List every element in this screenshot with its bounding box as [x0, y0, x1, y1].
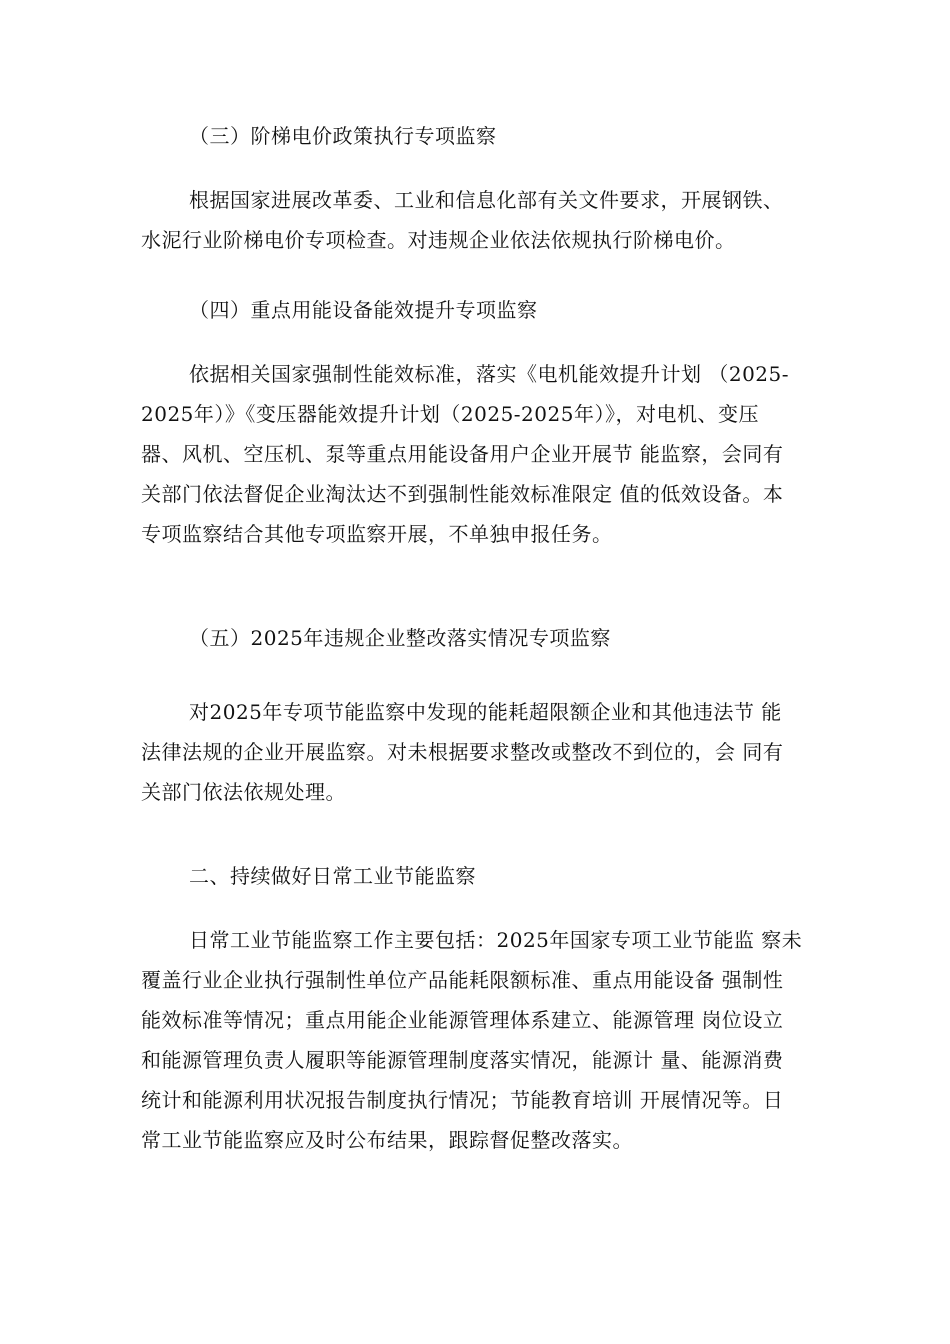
paragraph-line: 器、风机、空压机、泵等重点用能设备用户企业开展节 能监察，会同有: [141, 442, 784, 466]
paragraph-line: 关部门依法督促企业淘汰达不到强制性能效标准限定 值的低效设备。本: [141, 482, 784, 506]
section-heading: （四）重点用能设备能效提升专项监察: [189, 298, 538, 322]
paragraph-line: 统计和能源利用状况报告制度执行情况；节能教育培训 开展情况等。日: [141, 1088, 784, 1112]
section-3: [141, 116, 821, 156]
paragraph-line: 覆盖行业企业执行强制性单位产品能耗限额标准、重点用能设备 强制性: [141, 968, 784, 992]
paragraph-line: 能效标准等情况；重点用能企业能源管理体系建立、能源管理 岗位设立: [141, 1008, 784, 1032]
paragraph-line: 对2025年专项节能监察中发现的能耗超限额企业和其他违法节 能: [189, 700, 782, 724]
section-3-body: [141, 180, 821, 260]
part-2-body: [141, 920, 821, 1160]
section-5-body: [141, 692, 821, 812]
section-heading: （五）2025年违规企业整改落实情况专项监察: [189, 626, 611, 650]
part-2: [141, 856, 821, 896]
part-heading: 二、持续做好日常工业节能监察: [189, 864, 476, 888]
section-heading: （三）阶梯电价政策执行专项监察: [189, 124, 497, 148]
paragraph-line: 常工业节能监察应及时公布结果，跟踪督促整改落实。: [141, 1128, 633, 1152]
section-4-body: [141, 354, 821, 554]
paragraph-line: 专项监察结合其他专项监察开展，不单独申报任务。: [141, 522, 613, 546]
paragraph-line: 根据国家进展改革委、工业和信息化部有关文件要求，开展钢铁、: [189, 188, 784, 212]
section-5: [141, 618, 821, 658]
paragraph-line: 2025年）》《变压器能效提升计划（2025-2025年）》，对电机、变压: [141, 402, 759, 426]
paragraph-line: 依据相关国家强制性能效标准，落实《电机能效提升计划 （2025-: [189, 362, 790, 386]
paragraph-line: 关部门依法依规处理。: [141, 780, 346, 804]
section-4: [141, 290, 821, 330]
paragraph-line: 日常工业节能监察工作主要包括：2025年国家专项工业节能监 察未: [189, 928, 803, 952]
paragraph-line: 水泥行业阶梯电价专项检查。对违规企业依法依规执行阶梯电价。: [141, 228, 736, 252]
paragraph-line: 法律法规的企业开展监察。对未根据要求整改或整改不到位的，会 同有: [141, 740, 784, 764]
paragraph-line: 和能源管理负责人履职等能源管理制度落实情况，能源计 量、能源消费: [141, 1048, 784, 1072]
